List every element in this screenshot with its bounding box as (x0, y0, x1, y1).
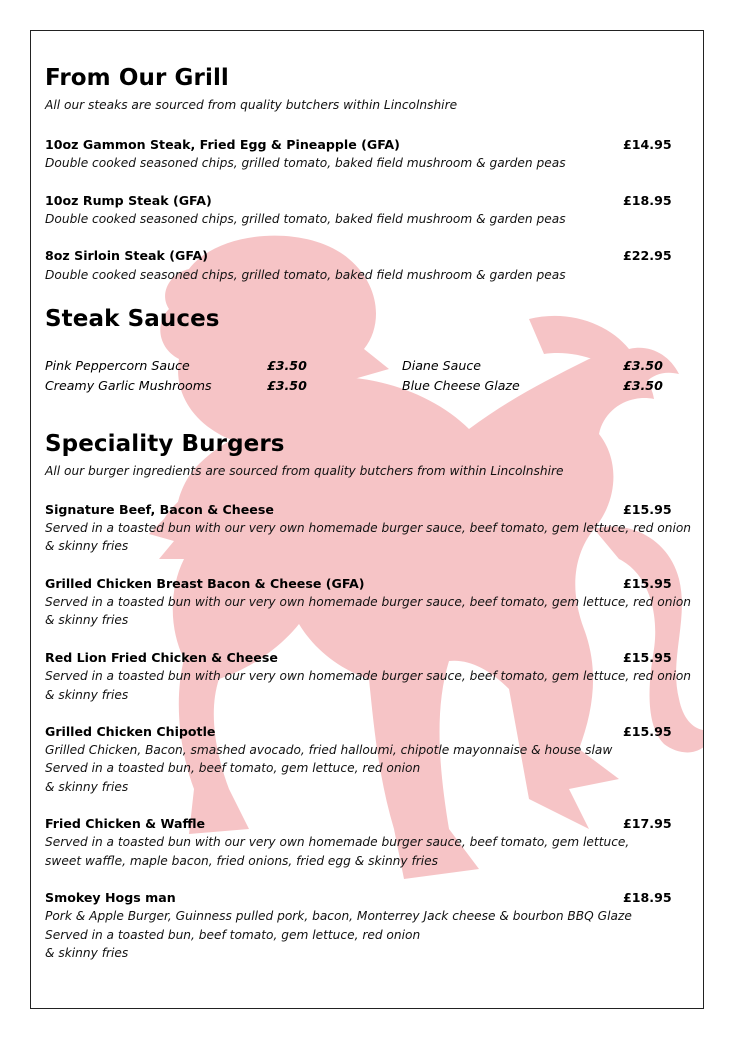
menu-item-description: & skinny fries (45, 946, 129, 960)
menu-item-description: Double cooked seasoned chips, grilled tomato, baked field mushroom & garden peas (45, 212, 566, 226)
sauce-name: Diane Sauce (402, 358, 482, 373)
menu-item-description: Served in a toasted bun with our very own homemade burger sauce, beef tomato, gem lettuce, (45, 835, 630, 849)
menu-item-price: £15.95 (623, 502, 672, 517)
menu-item-description: Served in a toasted bun with our very own homemade burger sauce, beef tomato, gem lettuce, red onion (45, 669, 692, 683)
sauce-name: Pink Peppercorn Sauce (45, 358, 190, 373)
sauce-price: £3.50 (267, 378, 307, 393)
menu-item-price: £14.95 (623, 137, 672, 152)
menu-item-description: Served in a toasted bun, beef tomato, gem lettuce, red onion (45, 928, 421, 942)
menu-item-name: 10oz Rump Steak (GFA) (45, 193, 212, 208)
menu-item-price: £15.95 (623, 724, 672, 739)
menu-item-description: Served in a toasted bun with our very own homemade burger sauce, beef tomato, gem lettuce, red onion (45, 595, 692, 609)
sauce-price: £3.50 (267, 358, 307, 373)
burgers-section-subtitle: All our burger ingredients are sourced from quality butchers from within Lincolnshire (45, 464, 564, 478)
grill-section-subtitle: All our steaks are sourced from quality butchers within Lincolnshire (45, 98, 458, 112)
menu-item-description: Served in a toasted bun, beef tomato, gem lettuce, red onion (45, 761, 421, 775)
menu-item-description: & skinny fries (45, 613, 129, 627)
menu-item-price: £22.95 (623, 248, 672, 263)
menu-item-description: Served in a toasted bun with our very own homemade burger sauce, beef tomato, gem lettuce, red onion (45, 521, 692, 535)
sauce-price: £3.50 (623, 358, 663, 373)
menu-item-price: £15.95 (623, 576, 672, 591)
menu-item-description: Grilled Chicken, Bacon, smashed avocado, fried halloumi, chipotle mayonnaise & house slaw (45, 743, 613, 757)
menu-item-name: 8oz Sirloin Steak (GFA) (45, 248, 209, 263)
menu-page (30, 30, 704, 1009)
menu-item-name: Grilled Chicken Breast Bacon & Cheese (GFA) (45, 576, 365, 591)
red-lion-watermark-icon (149, 229, 704, 889)
menu-item-description: & skinny fries (45, 780, 129, 794)
menu-item-description: & skinny fries (45, 688, 129, 702)
sauces-section-title: Steak Sauces (45, 306, 220, 332)
menu-item-description: & skinny fries (45, 539, 129, 553)
grill-section-title: From Our Grill (45, 65, 229, 91)
menu-item-name: Signature Beef, Bacon & Cheese (45, 502, 274, 517)
menu-item-name: Fried Chicken & Waffle (45, 816, 206, 831)
menu-item-price: £15.95 (623, 650, 672, 665)
menu-item-name: Red Lion Fried Chicken & Cheese (45, 650, 278, 665)
menu-item-description: Double cooked seasoned chips, grilled tomato, baked field mushroom & garden peas (45, 268, 566, 282)
menu-item-name: Grilled Chicken Chipotle (45, 724, 216, 739)
menu-item-description: sweet waffle, maple bacon, fried onions, fried egg & skinny fries (45, 854, 439, 868)
burgers-section-title: Speciality Burgers (45, 431, 285, 457)
sauce-price: £3.50 (623, 378, 663, 393)
sauce-name: Blue Cheese Glaze (402, 378, 520, 393)
menu-item-price: £18.95 (623, 193, 672, 208)
sauce-name: Creamy Garlic Mushrooms (45, 378, 212, 393)
menu-item-description: Double cooked seasoned chips, grilled tomato, baked field mushroom & garden peas (45, 156, 566, 170)
menu-item-name: 10oz Gammon Steak, Fried Egg & Pineapple (GFA) (45, 137, 400, 152)
menu-item-description: Pork & Apple Burger, Guinness pulled pork, bacon, Monterrey Jack cheese & bourbon BBQ Glaze (45, 909, 632, 923)
menu-item-price: £18.95 (623, 890, 672, 905)
menu-item-name: Smokey Hogs man (45, 890, 176, 905)
menu-item-price: £17.95 (623, 816, 672, 831)
